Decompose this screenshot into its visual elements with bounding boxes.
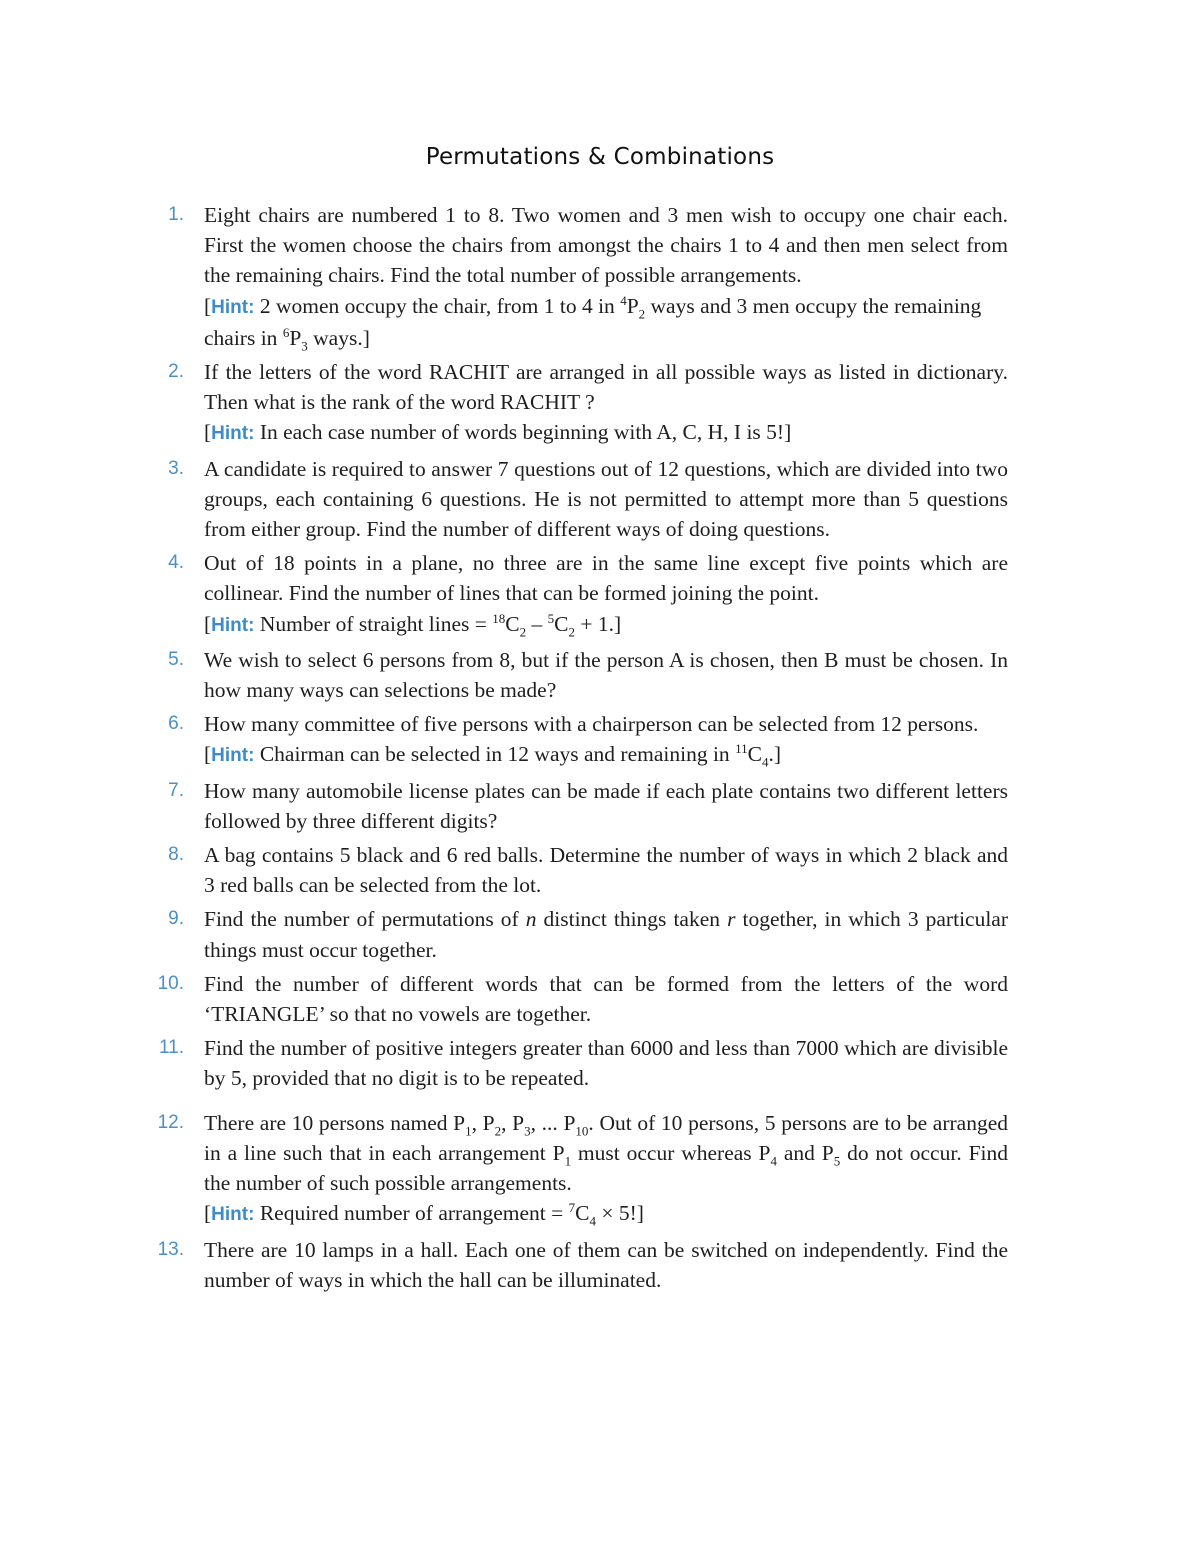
question-hint: [Hint: Number of straight lines = $^{18}C_2 - ^5C_2 + 1$.] <box>204 610 622 639</box>
question-number: 5. <box>168 648 184 670</box>
question-item <box>140 1108 1008 1231</box>
question-number: 9. <box>168 908 184 930</box>
question-text: Out of 18 points in a plane, no three are in the same line except five points which are collinear. Find the number of lines that can be formed joining the point. <box>204 551 1008 606</box>
question-text: There are 10 lamps in a hall. Each one of them can be switched on independently. Find the number of ways in which the hall can be illuminated. <box>204 1237 1008 1292</box>
hint-label: Hint: <box>211 745 255 767</box>
question-text: A bag contains 5 black and 6 red balls. Determine the number of ways in which 2 black and 3 red balls can be selected from the lot. <box>204 843 1008 898</box>
question-item <box>140 200 1008 353</box>
question-item <box>140 840 1008 900</box>
question-number: 2. <box>168 361 184 383</box>
question-item <box>140 904 1008 964</box>
question-item <box>140 776 1008 836</box>
question-text: There are 10 persons named $P_1$, $P_2$, $P_3$, ... $P_{10}$. Out of 10 persons, 5 persons are to be arranged in a line such that in each arrangement $P_1$ must occur whereas $P_4$ and $P_5$ do not occur. Find the number of such possible arrangements. <box>204 1110 1008 1196</box>
question-text: Find the number of permutations of n distinct things taken r together, in which 3 particular things must occur together. <box>204 907 1009 962</box>
hint-label: Hint: <box>211 423 255 445</box>
question-text: We wish to select 6 persons from 8, but if the person A is chosen, then B must be chosen. In how many ways can selections be made? <box>204 647 1008 703</box>
hint-label: Hint: <box>211 296 255 318</box>
question-number: 10. <box>157 972 184 994</box>
question-item <box>140 1033 1008 1093</box>
question-text: Eight chairs are numbered 1 to 8. Two women and 3 men wish to occupy one chair each. First the women choose the chairs from amongst the chairs 1 to 4 and then men select from the remaining chairs. Find the total number of possible arrangements. <box>204 203 1008 288</box>
question-item <box>140 709 1008 771</box>
question-text: How many committee of five persons with a chairperson can be selected from 12 persons. <box>204 712 979 737</box>
question-hint: [Hint: Required number of arrangement = $^7C_4 \times 5$!] <box>204 1200 644 1229</box>
question-text: How many automobile license plates can be made if each plate contains two different letters followed by three different digits? <box>204 778 1008 833</box>
question-text: A candidate is required to answer 7 questions out of 12 questions, which are divided into two groups, each containing 6 questions. He is not permitted to attempt more than 5 questions from either group. Find the number of different ways of doing questions. <box>204 456 1008 542</box>
hint-label: Hint: <box>211 614 255 636</box>
question-hint: [Hint: 2 women occupy the chair, from 1 to 4 in $^4P_2$ ways and 3 men occupy the remaining chairs in $^6P_3$ ways.] <box>204 292 982 354</box>
question-text: Find the number of different words that can be formed from the letters of the word ‘TRIANGLE’ so that no vowels are together. <box>204 971 1008 1027</box>
question-item <box>140 969 1008 1029</box>
question-number: 7. <box>168 779 184 801</box>
question-hint: [Hint: In each case number of words beginning with A, C, H, I is 5!] <box>204 420 792 445</box>
question-text: If the letters of the word RACHIT are arranged in all possible ways as listed in dictionary. Then what is the rank of the word RACHIT ? <box>204 360 1008 415</box>
question-item <box>140 454 1008 545</box>
question-number: 3. <box>168 457 184 479</box>
question-number: 8. <box>168 844 184 866</box>
question-number: 12. <box>157 1111 184 1133</box>
question-number: 11. <box>158 1037 184 1059</box>
question-item <box>140 548 1008 641</box>
question-hint: [Hint: Chairman can be selected in 12 ways and remaining in $^{11}C_4$.] <box>204 741 781 770</box>
question-item <box>140 645 1008 705</box>
question-number: 4. <box>168 552 184 574</box>
question-number: 13. <box>157 1238 184 1260</box>
question-number: 6. <box>168 713 184 735</box>
page-title: Permutations & Combinations <box>425 144 775 170</box>
question-item <box>140 357 1008 450</box>
question-number: 1. <box>168 204 184 225</box>
hint-label: Hint: <box>211 1204 255 1226</box>
question-item <box>140 1235 1008 1295</box>
question-text: Find the number of positive integers greater than 6000 and less than 7000 which are divisible by 5, provided that no digit is to be repeated. <box>204 1036 1008 1091</box>
question-list <box>140 200 1008 1299</box>
